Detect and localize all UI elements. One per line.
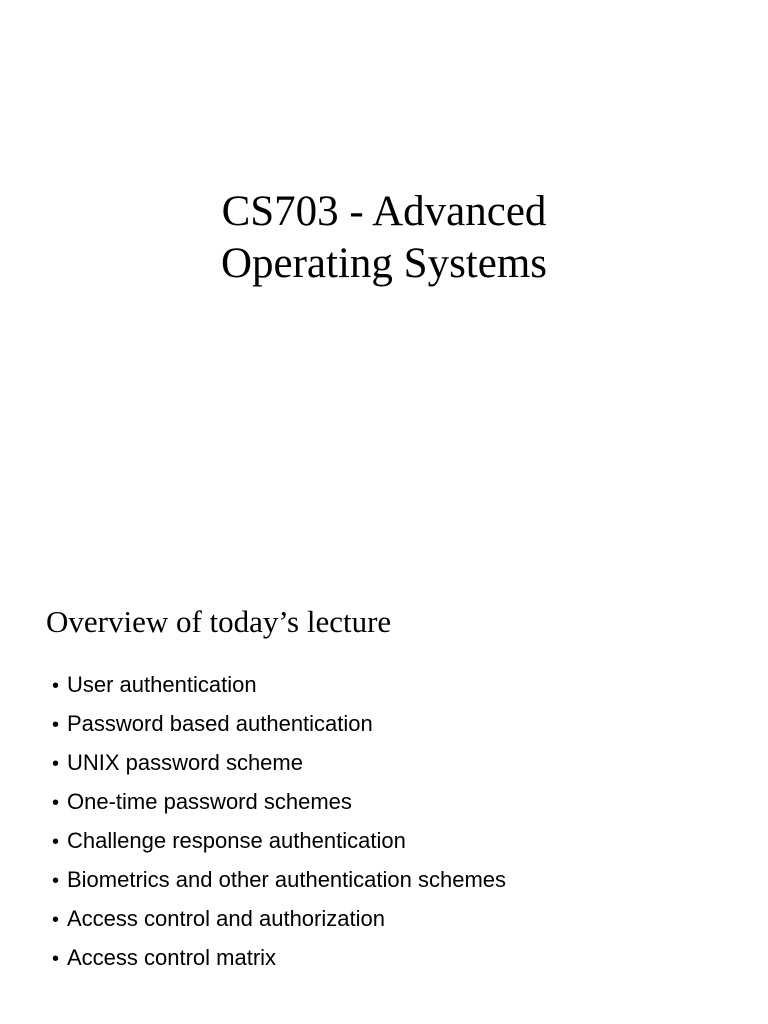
topic-item	[52, 705, 506, 744]
bullet-icon: •	[52, 714, 60, 736]
topic-item	[52, 744, 506, 783]
topic-text: Access control matrix	[67, 945, 277, 970]
topic-text: Access control and authorization	[67, 906, 385, 931]
bullet-icon: •	[52, 948, 60, 970]
topic-item	[52, 900, 506, 939]
topic-text: UNIX password scheme	[67, 750, 303, 775]
topic-item	[52, 861, 506, 900]
topic-item	[52, 939, 506, 978]
topic-text: Biometrics and other authentication schemes	[67, 867, 507, 892]
topic-item	[52, 783, 506, 822]
course-title-line-1: CS703 - Advanced	[221, 188, 547, 235]
bullet-icon: •	[52, 870, 60, 892]
overview-heading: Overview of today’s lecture	[46, 604, 392, 639]
overview-slide	[0, 576, 768, 1024]
bullet-icon: •	[52, 831, 60, 853]
bullet-icon: •	[52, 753, 60, 775]
topic-item	[52, 822, 506, 861]
course-title	[0, 186, 768, 290]
topic-text: User authentication	[67, 672, 257, 697]
topic-list	[52, 666, 506, 978]
topic-item	[52, 666, 506, 705]
bullet-icon: •	[52, 792, 60, 814]
bullet-icon: •	[52, 909, 60, 931]
course-title-line-2: Operating Systems	[220, 240, 548, 287]
topic-text: Password based authentication	[67, 711, 373, 736]
bullet-icon: •	[52, 675, 60, 697]
topic-text: One-time password schemes	[67, 789, 352, 814]
topic-text: Challenge response authentication	[67, 828, 406, 853]
